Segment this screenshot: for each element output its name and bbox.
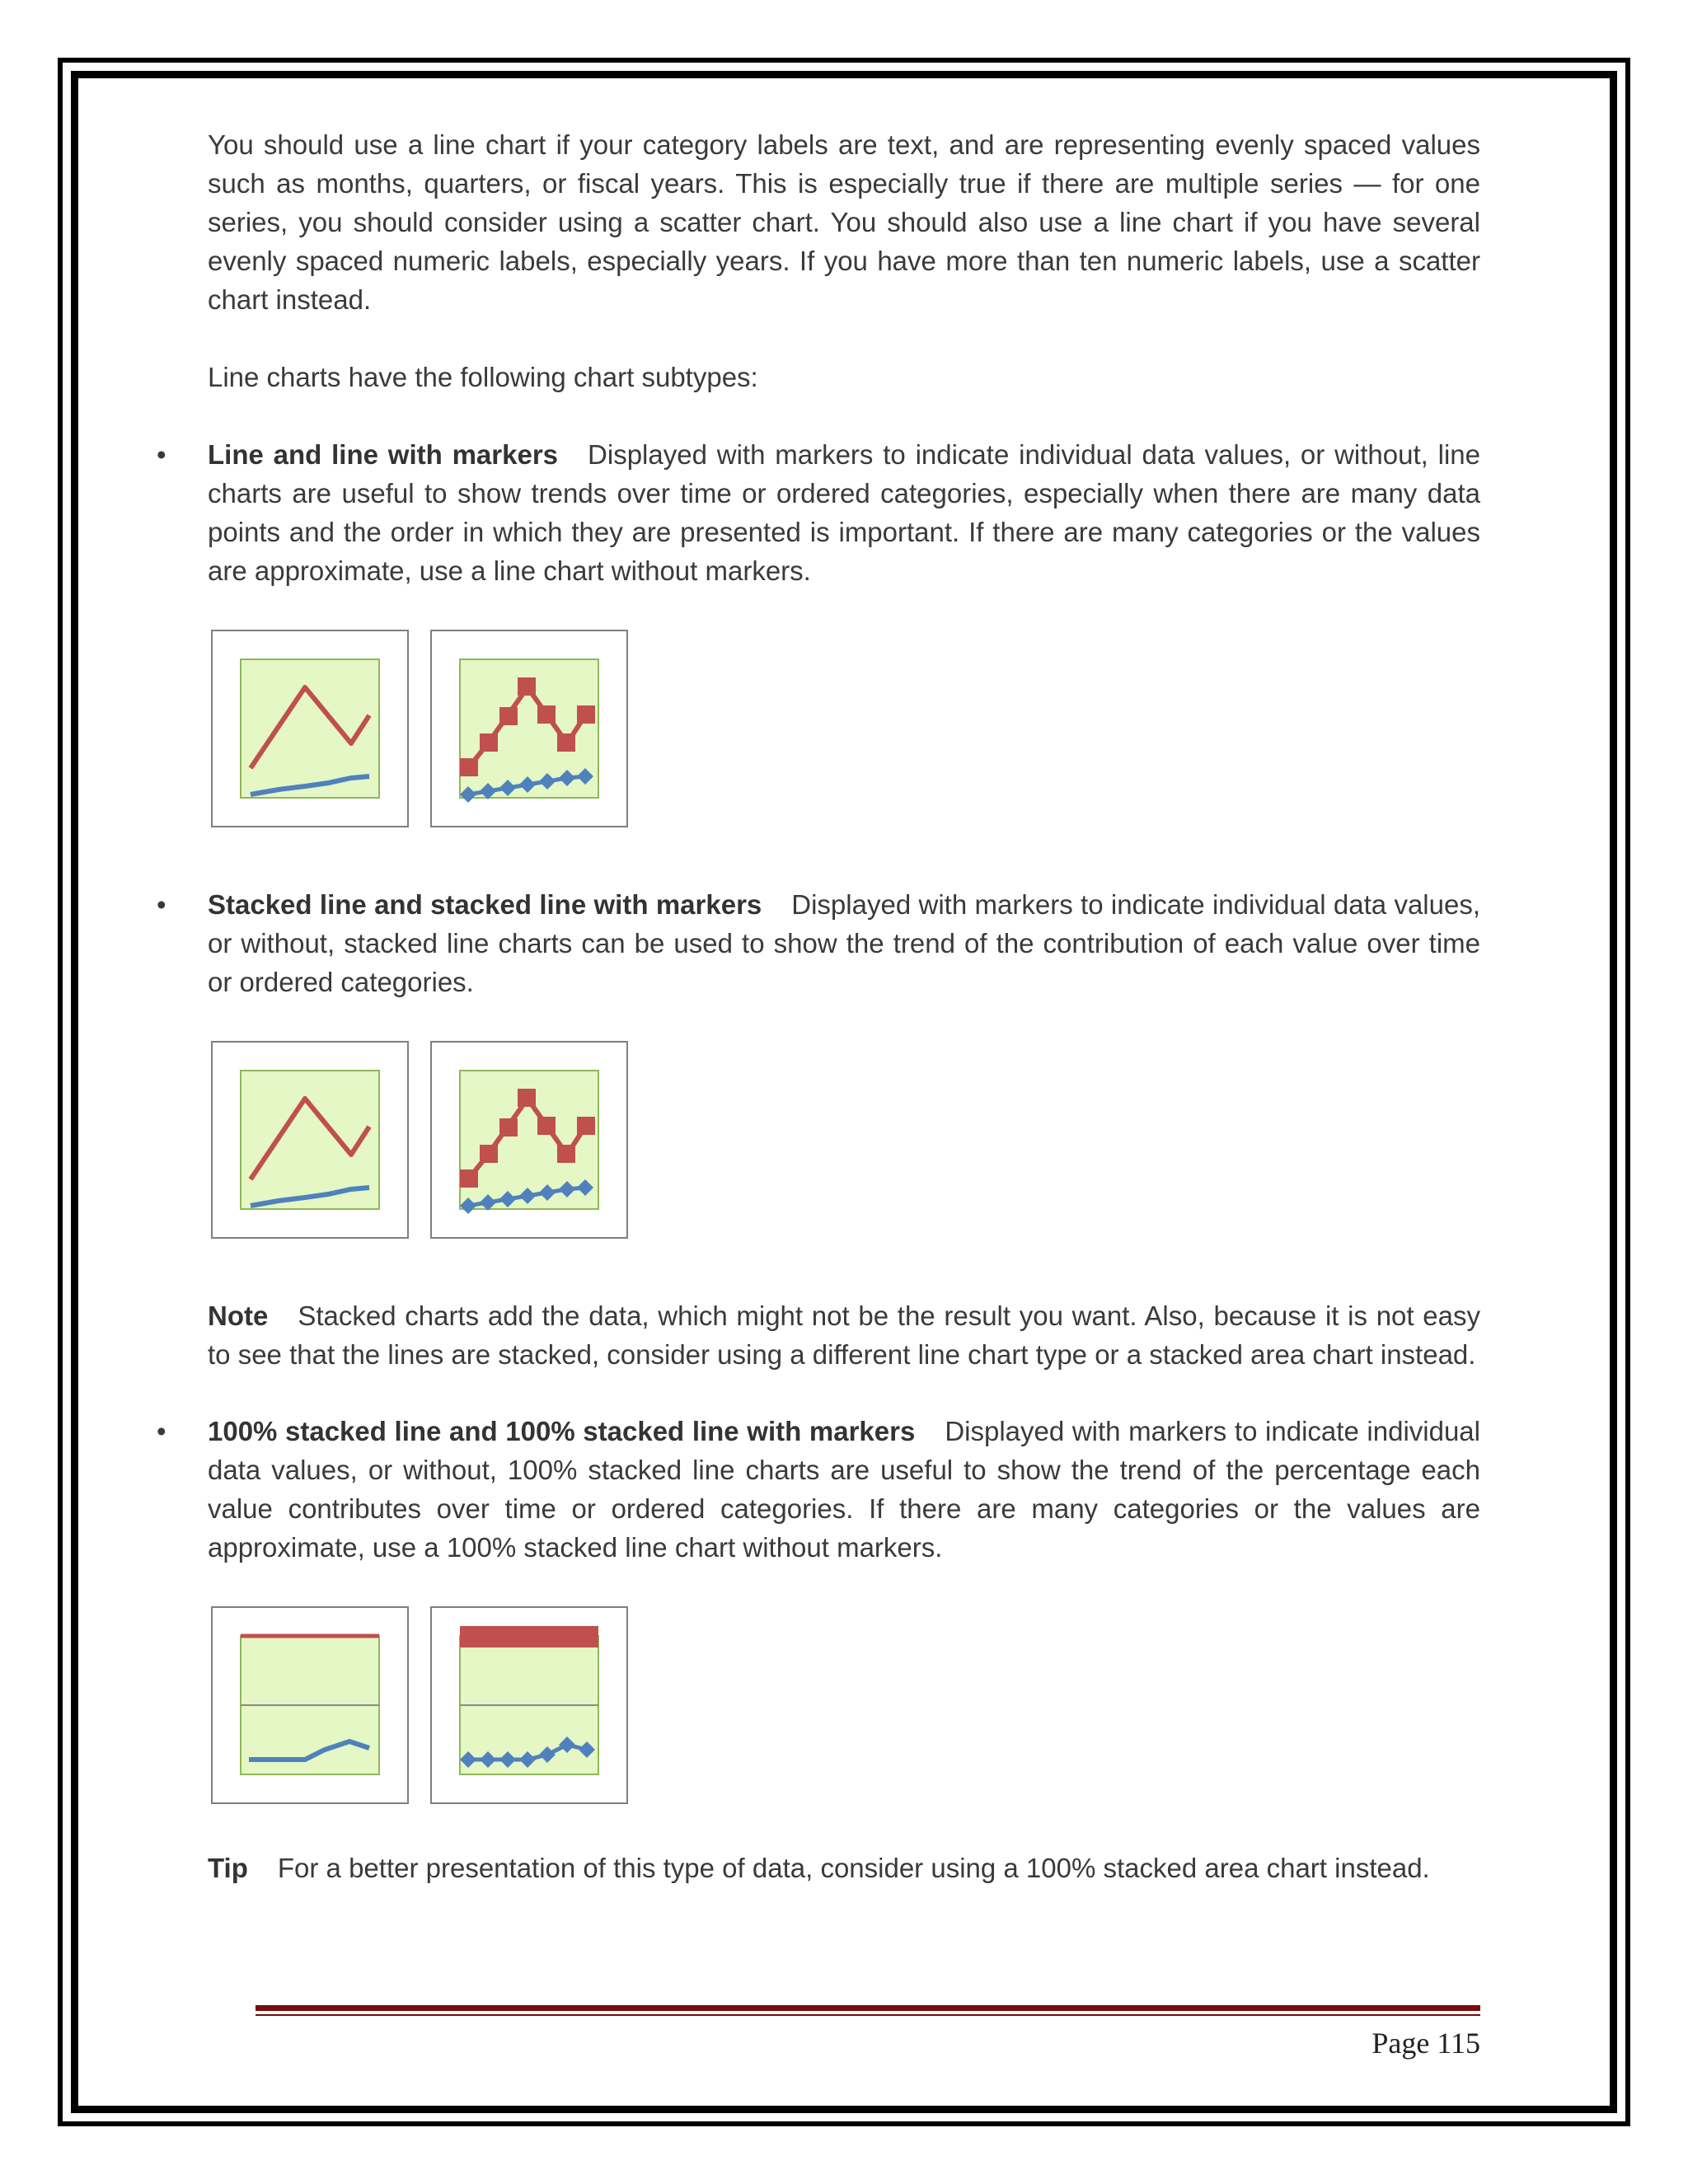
thumbnail-row-stacked [211, 1041, 1480, 1239]
100-stacked-line-with-markers-chart-icon [430, 1606, 628, 1804]
line-chart-icon [211, 630, 409, 827]
page-content [157, 125, 1480, 1887]
subtype-title: Stacked line and stacked line with markers [208, 889, 762, 920]
subtype-line [157, 435, 1480, 590]
intro-paragraph: You should use a line chart if your category labels are text, and are representing evenly spaced values such as months, quarters, or fiscal years. This is especially true if there are multiple series — for one series, you should consider using a scatter chart. You should also use a line chart if you have several evenly spaced numeric labels, especially years. If you have more than ten numeric labels, use a scatter chart instead. [208, 129, 1480, 315]
100-stacked-line-chart-icon [211, 1606, 409, 1804]
stacked-line-chart-icon [211, 1041, 409, 1239]
page-number: Page 115 [1372, 2027, 1480, 2060]
note-paragraph [208, 1296, 1480, 1374]
bullet-icon: • [157, 1416, 166, 1446]
thumbnail-row-100-stacked [211, 1606, 1480, 1804]
line-with-markers-chart-icon [430, 630, 628, 827]
note-text: Stacked charts add the data, which might not be the result you want. Also, because it is not easy to see that the lines are stacked, consider using a different line chart type or a stacked area chart instead. [208, 1301, 1480, 1370]
thumbnail-row-line [211, 630, 1480, 827]
subtype-title: Line and line with markers [208, 439, 559, 470]
footer-rule [256, 2005, 1480, 2011]
subtype-stacked-line [157, 885, 1480, 1001]
tip-label: Tip [208, 1853, 248, 1883]
subtype-description: Displayed with markers to indicate individual data values, or without, line charts are useful to show trends over time or ordered categories, especially when there are many data points and the order in which they are presented is important. If there are many categories or the values are approximate, use a line chart without markers. [208, 439, 1480, 586]
subtype-description: Displayed with markers to indicate individual data values, or without, stacked line charts can be used to show the trend of the contribution of each value over time or ordered categories. [208, 889, 1480, 997]
footer-rule-thin [256, 2014, 1480, 2016]
subtype-description: Displayed with markers to indicate individual data values, or without, 100% stacked line charts are useful to show the trend of the percentage each value contributes over time or ordered categories. If there are many categories or the values are approximate, use a 100% stacked line chart without markers. [208, 1416, 1480, 1563]
tip-paragraph [208, 1849, 1480, 1887]
subtype-100-stacked-line [157, 1412, 1480, 1567]
subtype-title: 100% stacked line and 100% stacked line with markers [208, 1416, 916, 1446]
note-label: Note [208, 1301, 269, 1331]
bullet-icon: • [157, 889, 166, 920]
bullet-icon: • [157, 439, 166, 470]
subtypes-intro: Line charts have the following chart subtypes: [208, 362, 758, 392]
stacked-line-with-markers-chart-icon [430, 1041, 628, 1239]
tip-text: For a better presentation of this type of data, consider using a 100% stacked area chart instead. [277, 1853, 1430, 1883]
